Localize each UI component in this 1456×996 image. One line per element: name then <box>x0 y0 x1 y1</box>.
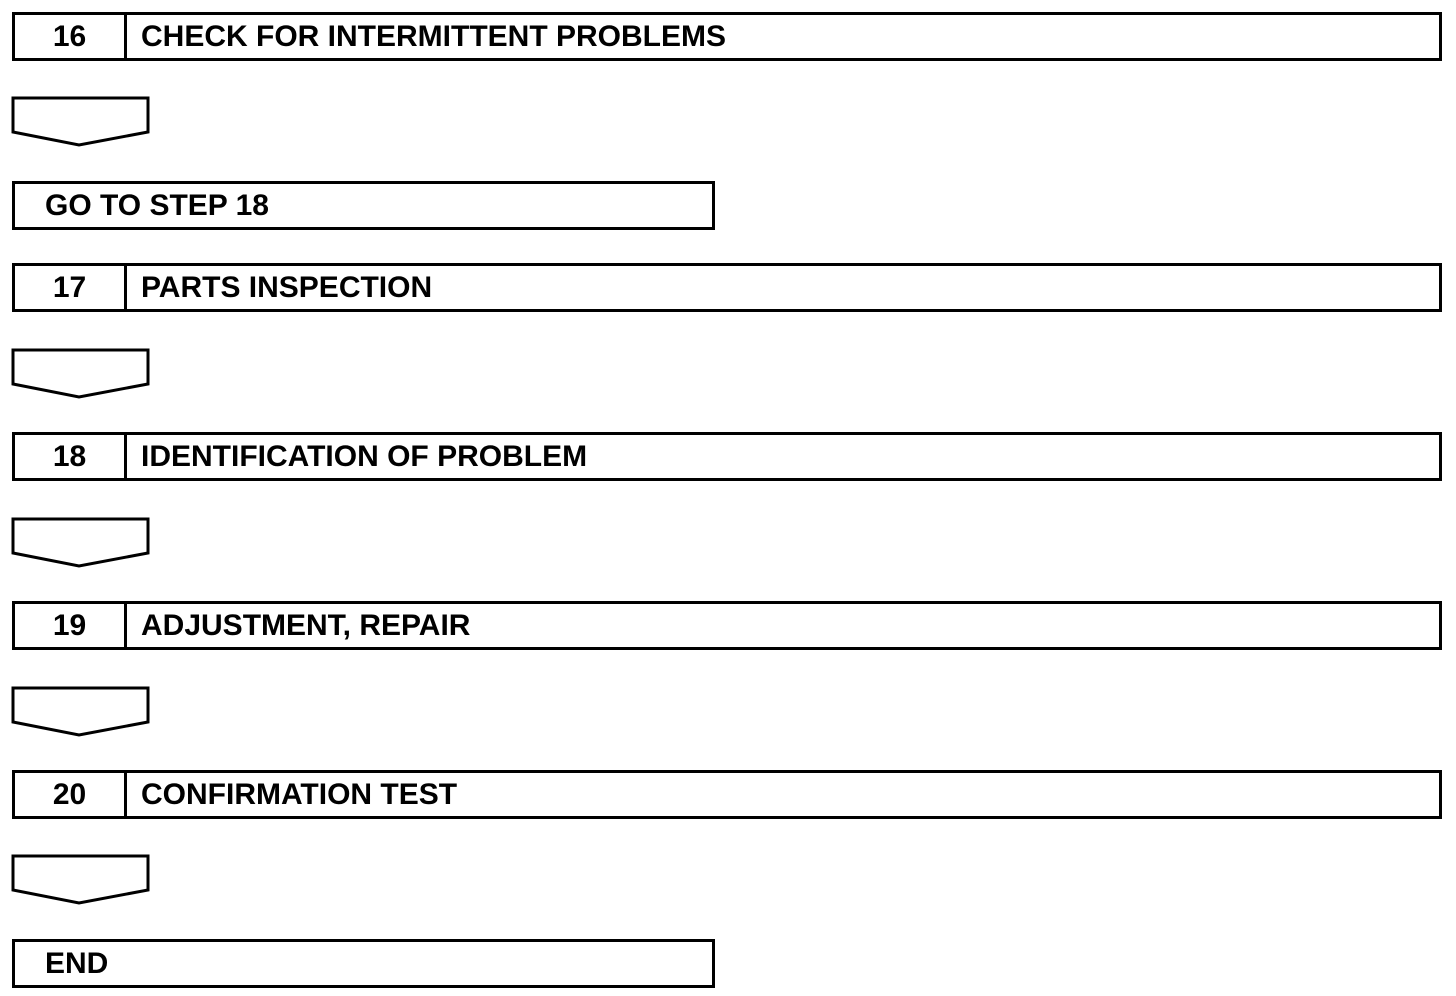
down-arrow-tab-icon <box>11 517 151 569</box>
flow-step-16 <box>12 12 1442 61</box>
step-number: 18 <box>15 435 127 478</box>
step-title: CONFIRMATION TEST <box>141 777 458 811</box>
flow-step-20 <box>12 770 1442 819</box>
step-title: PARTS INSPECTION <box>141 270 433 304</box>
goto-step-18-box: GO TO STEP 18 <box>12 181 715 230</box>
down-arrow-tab-icon <box>11 854 151 906</box>
flow-step-18 <box>12 432 1442 481</box>
down-arrow-tab-icon <box>11 96 151 148</box>
step-title: ADJUSTMENT, REPAIR <box>141 608 471 642</box>
step-number: 16 <box>15 15 127 58</box>
step-number: 17 <box>15 266 127 309</box>
end-box: END <box>12 939 715 988</box>
step-number: 20 <box>15 773 127 816</box>
flow-step-19 <box>12 601 1442 650</box>
down-arrow-tab-icon <box>11 348 151 400</box>
step-number: 19 <box>15 604 127 647</box>
step-title: CHECK FOR INTERMITTENT PROBLEMS <box>141 19 726 53</box>
down-arrow-tab-icon <box>11 686 151 738</box>
flow-step-17 <box>12 263 1442 312</box>
step-title: IDENTIFICATION OF PROBLEM <box>141 439 588 473</box>
